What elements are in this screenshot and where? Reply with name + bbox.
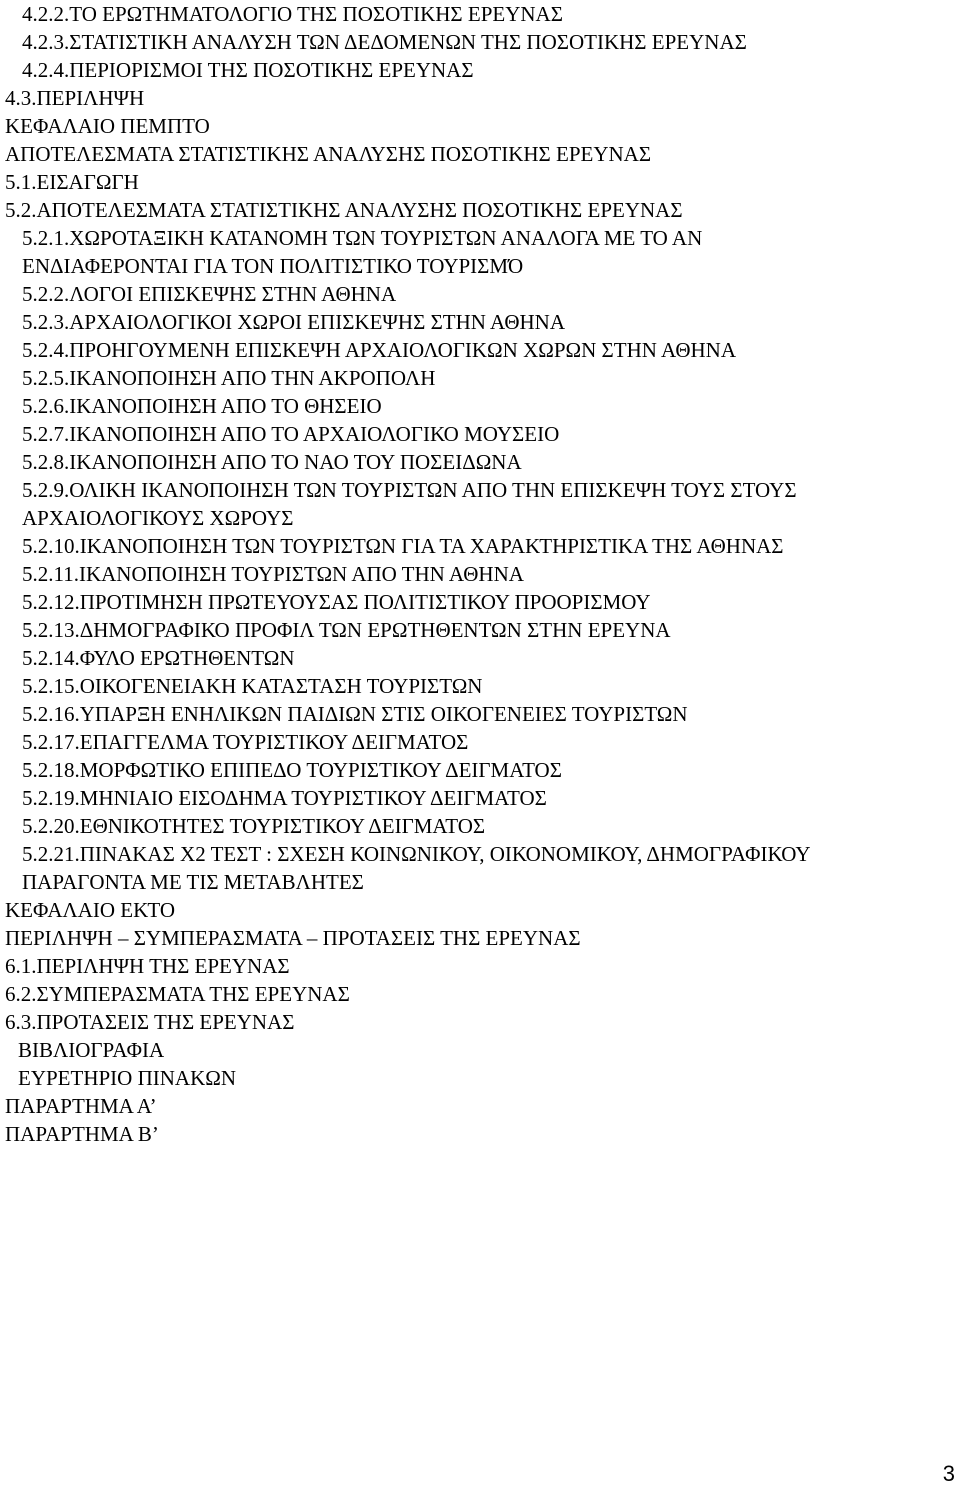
toc-entry: 5.2.2.ΛΟΓΟΙ ΕΠΙΣΚΕΨΗΣ ΣΤΗΝ ΑΘΗΝΑ — [22, 282, 397, 306]
toc-entry: ΠΕΡΙΛΗΨΗ – ΣΥΜΠΕΡΑΣΜΑΤΑ – ΠΡΟΤΑΣΕΙΣ ΤΗΣ ΕΡΕΥΝΑΣ — [5, 926, 581, 950]
toc-entry: 4.3.ΠΕΡΙΛΗΨΗ — [5, 86, 145, 110]
toc-entry: ΚΕΦΑΛΑΙΟ ΕΚΤΟ — [5, 898, 175, 922]
toc-entry: 5.2.18.ΜΟΡΦΩΤΙΚΟ ΕΠΙΠΕΔΟ ΤΟΥΡΙΣΤΙΚΟΥ ΔΕΙΓΜΑΤΟΣ — [22, 758, 562, 782]
toc-entry: 5.2.1.ΧΩΡΟΤΑΞΙΚΗ ΚΑΤΑΝΟΜΗ ΤΩΝ ΤΟΥΡΙΣΤΩΝ ΑΝΑΛΟΓΑ ΜΕ ΤΟ ΑΝ — [22, 226, 703, 250]
toc-entry: ΒΙΒΛΙΟΓΡΑΦΙΑ — [18, 1038, 165, 1062]
toc-entry: 5.2.19.ΜΗΝΙΑΙΟ ΕΙΣΟΔΗΜΑ ΤΟΥΡΙΣΤΙΚΟΥ ΔΕΙΓΜΑΤΟΣ — [22, 786, 547, 810]
toc-entry: 6.1.ΠΕΡΙΛΗΨΗ ΤΗΣ ΕΡΕΥΝΑΣ — [5, 954, 290, 978]
toc-entry: 5.2.13.ΔΗΜΟΓΡΑΦΙΚΟ ΠΡΟΦΙΛ ΤΩΝ ΕΡΩΤΗΘΕΝΤΩΝ ΣΤΗΝ ΕΡΕΥΝΑ — [22, 618, 671, 642]
toc-entry: 5.2.21.ΠΙΝΑΚΑΣ Χ2 ΤΕΣΤ : ΣΧΕΣΗ ΚΟΙΝΩΝΙΚΟΥ, ΟΙΚΟΝΟΜΙΚΟΥ, ΔΗΜΟΓΡΑΦΙΚΟΥ — [22, 842, 811, 866]
toc-entry: ΠΑΡΑΡΤΗΜΑ Β’ — [5, 1122, 159, 1146]
toc-entry: ΑΠΟΤΕΛΕΣΜΑΤΑ ΣΤΑΤΙΣΤΙΚΗΣ ΑΝΑΛΥΣΗΣ ΠΟΣΟΤΙΚΗΣ ΕΡΕΥΝΑΣ — [5, 142, 652, 166]
toc-entry: 6.3.ΠΡΟΤΑΣΕΙΣ ΤΗΣ ΕΡΕΥΝΑΣ — [5, 1010, 295, 1034]
toc-entry: ΠΑΡΑΡΤΗΜΑ Α’ — [5, 1094, 157, 1118]
toc-entry: 5.1.ΕΙΣΑΓΩΓΗ — [5, 170, 139, 194]
toc-entry: 5.2.8.ΙΚΑΝΟΠΟΙΗΣΗ ΑΠΟ ΤΟ ΝΑΟ ΤΟΥ ΠΟΣΕΙΔΩΝΑ — [22, 450, 522, 474]
toc-entry: ΚΕΦΑΛΑΙΟ ΠΕΜΠΤΟ — [5, 114, 210, 138]
toc-entry: 5.2.9.ΟΛΙΚΗ ΙΚΑΝΟΠΟΙΗΣΗ ΤΩΝ ΤΟΥΡΙΣΤΩΝ ΑΠΟ ΤΗΝ ΕΠΙΣΚΕΨΗ ΤΟΥΣ ΣΤΟΥΣ — [22, 478, 797, 502]
toc-entry: 5.2.7.ΙΚΑΝΟΠΟΙΗΣΗ ΑΠΟ ΤΟ ΑΡΧΑΙΟΛΟΓΙΚΟ ΜΟΥΣΕΙΟ — [22, 422, 560, 446]
toc-entry: 5.2.3.ΑΡΧΑΙΟΛΟΓΙΚΟΙ ΧΩΡΟΙ ΕΠΙΣΚΕΨΗΣ ΣΤΗΝ ΑΘΗΝΑ — [22, 310, 566, 334]
toc-entry: 5.2.15.ΟΙΚΟΓΕΝΕΙΑΚΗ ΚΑΤΑΣΤΑΣΗ ΤΟΥΡΙΣΤΩΝ — [22, 674, 483, 698]
toc-entry: 5.2.5.ΙΚΑΝΟΠΟΙΗΣΗ ΑΠΟ ΤΗΝ ΑΚΡΟΠΟΛΗ — [22, 366, 436, 390]
toc-entry: ΕΝΔΙΑΦΕΡΟΝΤΑΙ ΓΙΑ ΤΟΝ ΠΟΛΙΤΙΣΤΙΚΟ ΤΟΥΡΙΣΜΌ — [22, 254, 524, 278]
toc-entry: ΠΑΡΑΓΟΝΤΑ ΜΕ ΤΙΣ ΜΕΤΑΒΛΗΤΕΣ — [22, 870, 364, 894]
toc-entry: 5.2.12.ΠΡΟΤΙΜΗΣΗ ΠΡΩΤΕΥΟΥΣΑΣ ΠΟΛΙΤΙΣΤΙΚΟΥ ΠΡΟΟΡΙΣΜΟΥ — [22, 590, 651, 614]
toc-entry: 5.2.ΑΠΟΤΕΛΕΣΜΑΤΑ ΣΤΑΤΙΣΤΙΚΗΣ ΑΝΑΛΥΣΗΣ ΠΟΣΟΤΙΚΗΣ ΕΡΕΥΝΑΣ — [5, 198, 683, 222]
toc-entry: 5.2.17.ΕΠΑΓΓΕΛΜΑ ΤΟΥΡΙΣΤΙΚΟΥ ΔΕΙΓΜΑΤΟΣ — [22, 730, 469, 754]
page-number: 3 — [942, 1461, 955, 1486]
toc-entry: 5.2.14.ΦΥΛΟ ΕΡΩΤΗΘΕΝΤΩΝ — [22, 646, 295, 670]
toc-entry: 5.2.11.ΙΚΑΝΟΠΟΙΗΣΗ ΤΟΥΡΙΣΤΩΝ ΑΠΟ ΤΗΝ ΑΘΗΝΑ — [22, 562, 524, 586]
toc-entry: ΑΡΧΑΙΟΛΟΓΙΚΟΥΣ ΧΩΡΟΥΣ — [22, 506, 294, 530]
toc-entry: 4.2.3.ΣΤΑΤΙΣΤΙΚΗ ΑΝΑΛΥΣΗ ΤΩΝ ΔΕΔΟΜΕΝΩΝ ΤΗΣ ΠΟΣΟΤΙΚΗΣ ΕΡΕΥΝΑΣ — [22, 30, 747, 54]
toc-entry: 4.2.4.ΠΕΡΙΟΡΙΣΜΟΙ ΤΗΣ ΠΟΣΟΤΙΚΗΣ ΕΡΕΥΝΑΣ — [22, 58, 474, 82]
toc-entry: 5.2.6.ΙΚΑΝΟΠΟΙΗΣΗ ΑΠΟ ΤΟ ΘΗΣΕΙΟ — [22, 394, 382, 418]
toc-entry: 6.2.ΣΥΜΠΕΡΑΣΜΑΤΑ ΤΗΣ ΕΡΕΥΝΑΣ — [5, 982, 350, 1006]
toc-entry: 5.2.4.ΠΡΟΗΓΟΥΜΕΝΗ ΕΠΙΣΚΕΨΗ ΑΡΧΑΙΟΛΟΓΙΚΩΝ ΧΩΡΩΝ ΣΤΗΝ ΑΘΗΝΑ — [22, 338, 736, 362]
toc-entry: 5.2.10.ΙΚΑΝΟΠΟΙΗΣΗ ΤΩΝ ΤΟΥΡΙΣΤΩΝ ΓΙΑ ΤΑ ΧΑΡΑΚΤΗΡΙΣΤΙΚΑ ΤΗΣ ΑΘΗΝΑΣ — [22, 534, 784, 558]
toc-entry: 5.2.16.ΥΠΑΡΞΗ ΕΝΗΛΙΚΩΝ ΠΑΙΔΙΩΝ ΣΤΙΣ ΟΙΚΟΓΕΝΕΙΕΣ ΤΟΥΡΙΣΤΩΝ — [22, 702, 688, 726]
toc-entry: ΕΥΡΕΤΗΡΙΟ ΠΙΝΑΚΩΝ — [18, 1066, 237, 1090]
toc-entry: 4.2.2.ΤΟ ΕΡΩΤΗΜΑΤΟΛΟΓΙΟ ΤΗΣ ΠΟΣΟΤΙΚΗΣ ΕΡΕΥΝΑΣ — [22, 2, 563, 26]
toc-entry: 5.2.20.ΕΘΝΙΚΟΤΗΤΕΣ ΤΟΥΡΙΣΤΙΚΟΥ ΔΕΙΓΜΑΤΟΣ — [22, 814, 486, 838]
